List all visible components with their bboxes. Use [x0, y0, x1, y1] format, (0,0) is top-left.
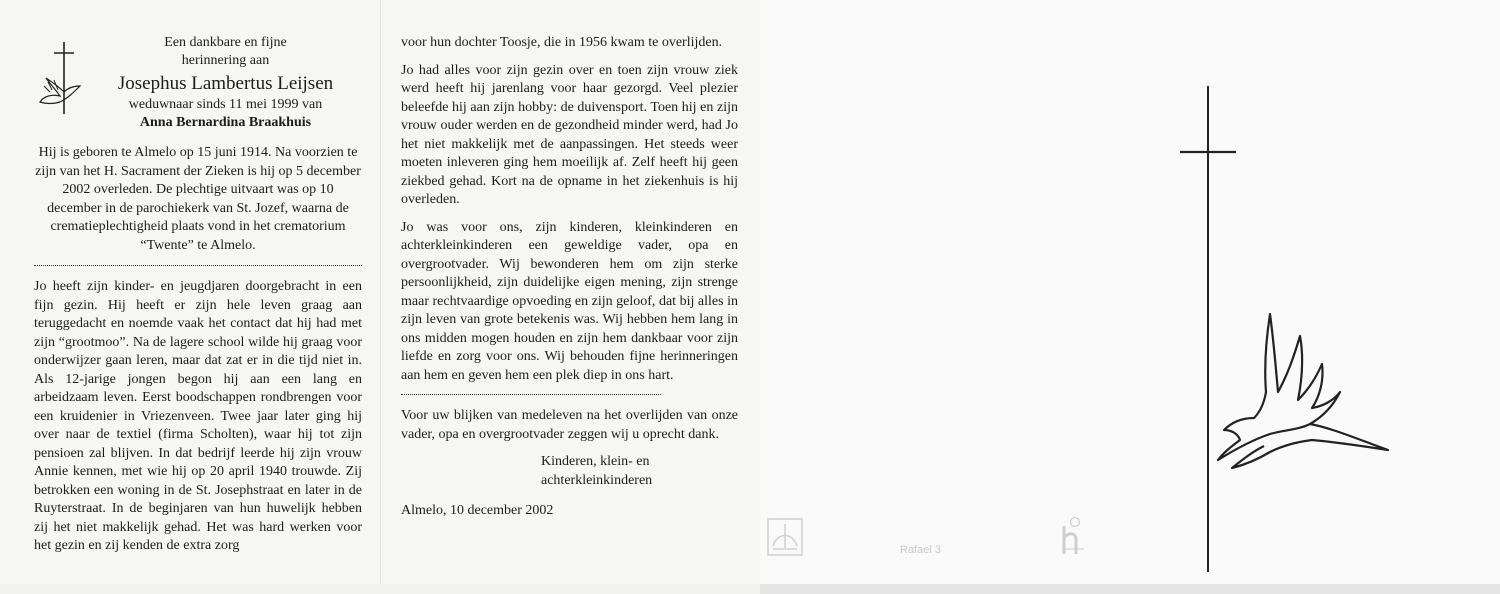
- spouse-name: Anna Bernardina Braakhuis: [139, 115, 312, 130]
- place-date: Almelo, 10 december 2002: [401, 503, 554, 518]
- scan-edge: [760, 584, 1500, 594]
- dotted-divider: [34, 265, 362, 266]
- signoff-line-2: achterkleinkinderen: [541, 472, 653, 488]
- signoff: [541, 453, 738, 490]
- dove-icon: [1212, 300, 1392, 475]
- widower-line: weduwnaar sinds 11 mei 1999 van: [128, 97, 323, 112]
- care-paragraph: Jo had alles voor zijn gezin over en toen zijn vrouw ziek werd heeft hij jarenlang voor haar gezorgd. Veel plezier beleefde hij aan zijn hobby: de duivensport. Toen hij en zijn vrouw ouder werden en de gezondheid minder werd, had Jo het niet makkelijk met de aanpassingen. Het steeds weer moeten inleveren ging hem moeilijk af. Zelf heeft hij geen ziekbed gehad. Kort na de opname in het ziekenhuis is hij overleden.: [401, 62, 738, 207]
- biography-text-part-1: Jo heeft zijn kinder- en jeugdjaren doorgebracht in een fijn gezin. Hij heeft er zijn hele leven graag aan teruggedacht en noemde vaak het contact dat hij had met zijn “grootmoo”. Na de lagere school wilde hij graag voor onderwijzer gaan leren, maar dat zat er in die tijd niet in. Als 12-jarige jongen begon hij aan een lang en arbeidzaam leven. Eerst boodschappen rondbrengen voor een kruidenier in Vriezenveen. Twee jaar later ging hij over naar de textiel (firma Scholten), waar hij tot zijn pensioen zal blijven. In dat bedrijf leerde hij zijn vrouw Annie kennen, met wie hij op 20 april 1940 trouwde. Zij betrokken een woning in de St. Josephstraat en later in de Ruyterstraat. In de beginjaren van hun huwelijk hebben zij het niet makkelijk gehad. Het was hard werken voor het gezin en zij kenden de extra zorg: [34, 279, 362, 553]
- signoff-line-1: Kinderen, klein- en: [541, 454, 650, 469]
- deceased-name: Josephus Lambertus Leijsen: [117, 73, 334, 94]
- card-panel-left: [0, 0, 381, 584]
- family-paragraph: Jo was voor ons, zijn kinderen, kleinkinderen en achterkleinkinderen een geweldige vader, opa en overgrootvader. Wij bewonderen hem om zijn sterke persoonlijkheid, zijn duidelijke eigen mening, zijn strenge maar rechtvaardige opvoeding en zijn geloof, dat bij alles in zijn leven van grote betekenis was. Wij hebben hem lang in ons midden mogen houden en zijn hem dankbaar voor zijn liefde en zorg voor ons. Wij behouden fijne herinneringen aan hem en geven hem een plek diep in ons hart.: [401, 219, 738, 383]
- intro-line-1: Een dankbare en fijne: [164, 35, 287, 50]
- card-panel-middle: [381, 0, 760, 584]
- intro-line-2: herinnering aan: [181, 53, 270, 68]
- dotted-divider: [401, 394, 661, 395]
- birth-death-text: Hij is geboren te Almelo op 15 juni 1914. Na voorzien te zijn van het H. Sacrament der Zieken is hij op 5 december 2002 overleden. De plechtige uitvaart was op 10 december in de parochiekerk van St. Jozef, waarna de crematieplechtigheid plaats vond in het crematorium “Twente” te Almelo.: [35, 145, 361, 253]
- printer-logo-icon: [1060, 516, 1086, 556]
- printer-mark: Rafael 3: [900, 544, 941, 556]
- thanks-paragraph: Voor uw blijken van medeleven na het overlijden van onze vader, opa en overgrootvader zeggen wij u oprecht dank.: [401, 408, 738, 442]
- card-panel-back: [760, 0, 1500, 584]
- biography-text-part-2: voor hun dochter Toosje, die in 1956 kwam te overlijden.: [401, 35, 723, 50]
- intro-block: [89, 34, 362, 132]
- church-logo-icon: [767, 518, 803, 556]
